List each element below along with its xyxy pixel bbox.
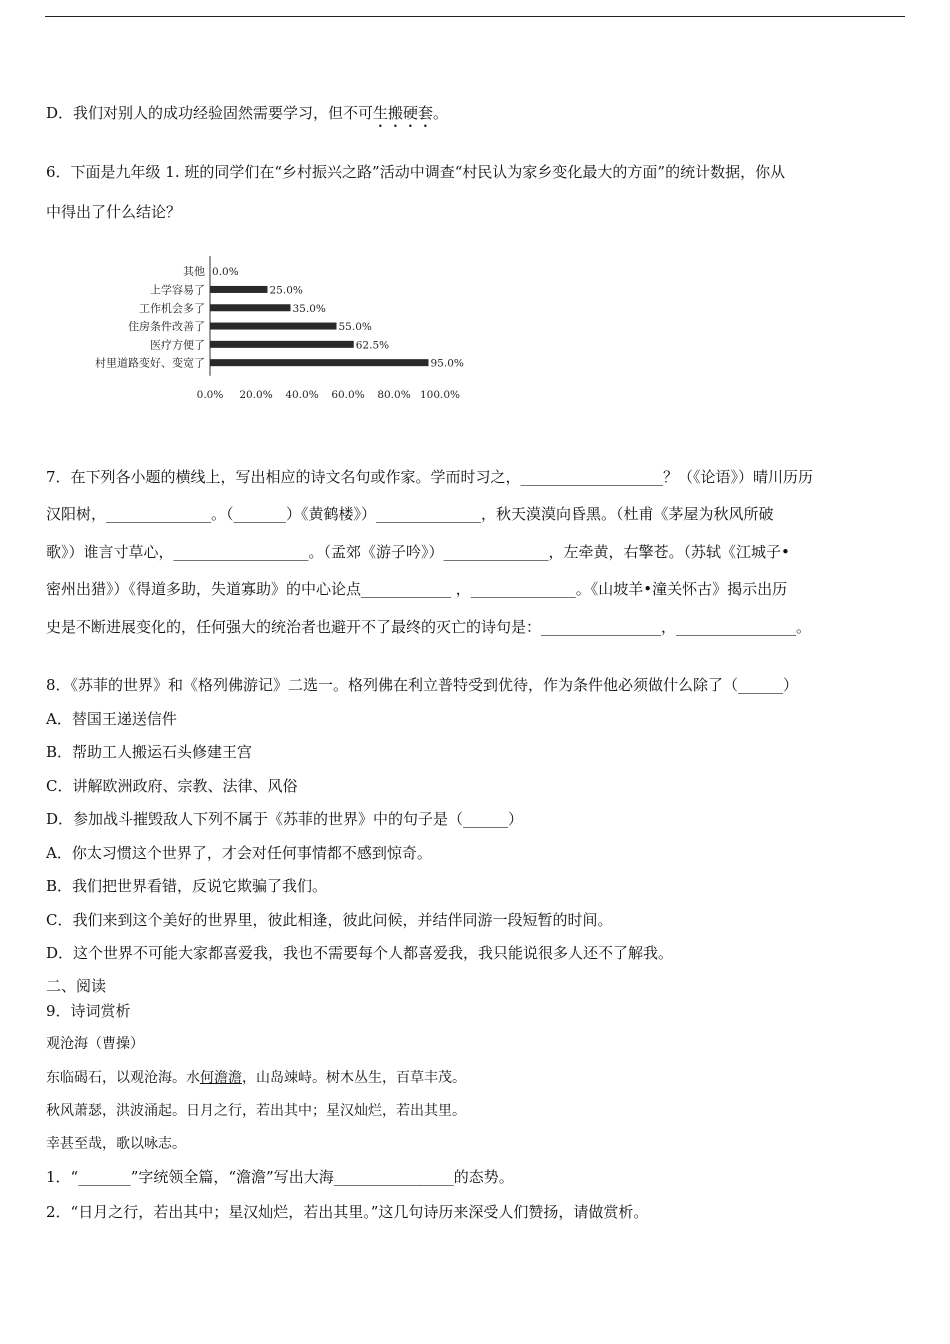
x-tick-label: 60.0% <box>331 388 365 401</box>
q7-line3: 歌》）谁言寸草心，__________________。（孟郊《游子吟》）______________，左牵黄，右擎苍。（苏轼《江城子• <box>46 543 790 561</box>
option-d-line <box>46 103 448 131</box>
poem-line3: 幸甚至哉，歌以咏志。 <box>46 1136 186 1152</box>
q8-option-c: C．讲解欧洲政府、宗教、法律、风俗 <box>46 777 298 795</box>
category-label: 其他 <box>183 265 205 279</box>
q8b-option-a: A．你太习惯这个世界了，才会对任何事情都不感到惊奇。 <box>46 844 432 862</box>
q6-line2: 中得出了什么结论？ <box>46 203 182 221</box>
q7-line4: 密州出猎》）《得道多助，失道寡助》的中心论点____________ ，______________。《山坡羊•潼关怀古》揭示出历 <box>46 580 788 598</box>
poem-line1-end: ，山岛竦峙。树木丛生，百草丰茂。 <box>242 1070 466 1086</box>
q9-sub2: 2．“日月之行，若出其中；星汉灿烂，若出其里。”这几句诗历来深受人们赞扬，请做赏析。 <box>46 1203 649 1221</box>
data-label: 25.0% <box>269 284 303 297</box>
bar <box>210 286 268 293</box>
q7-line1: 7．在下列各小题的横线上，写出相应的诗文名句或作家。学而时习之，___________________？（《论语》）晴川历历 <box>46 468 814 486</box>
x-tick-label: 20.0% <box>239 388 273 401</box>
poem-line1 <box>46 1068 466 1088</box>
bar <box>210 323 337 330</box>
category-label: 工作机会多了 <box>139 301 205 315</box>
data-label: 95.0% <box>430 357 464 370</box>
q9-title: 9．诗词赏析 <box>46 1002 131 1020</box>
option-d-suffix: 。 <box>433 104 449 122</box>
option-d-emphasis: 生搬硬套 <box>373 104 434 122</box>
q8b-option-b: B．我们把世界看错，反说它欺骗了我们。 <box>46 877 328 895</box>
x-tick-label: 80.0% <box>377 388 411 401</box>
poem-line1-start: 东临碣石，以观沧海。水 <box>46 1070 200 1086</box>
q9-sub1: 1．“_______”字统领全篇，“澹澹”写出大海________________的态势。 <box>46 1168 514 1186</box>
poem-line1-underlined: 何澹澹 <box>200 1070 242 1086</box>
data-label: 62.5% <box>355 339 390 352</box>
q8-stem: 8．《苏菲的世界》和《格列佛游记》二选一。格列佛在利立普特受到优待，作为条件他必须做什么除了（______） <box>46 676 799 694</box>
category-label: 村里道路变好、变宽了 <box>95 356 205 370</box>
q8b-option-c: C．我们来到这个美好的世界里，彼此相逢，彼此问候，并结伴同游一段短暂的时间。 <box>46 911 613 929</box>
category-label: 上学容易了 <box>150 283 205 297</box>
q8-option-a: A．替国王递送信件 <box>46 710 177 728</box>
bar-chart <box>60 252 480 402</box>
bar <box>210 341 354 348</box>
x-tick-label: 100.0% <box>419 388 461 401</box>
option-d-prefix: D．我们对别人的成功经验固然需要学习，但不可 <box>46 104 374 122</box>
header-rule <box>45 16 905 17</box>
q8b-option-d: D．这个世界不可能大家都喜爱我，我也不需要每个人都喜爱我，我只能说很多人还不了解我。 <box>46 944 674 962</box>
category-label: 住房条件改善了 <box>128 320 205 334</box>
q8-option-b: B．帮助工人搬运石头修建王宫 <box>46 743 253 761</box>
bar <box>210 359 429 366</box>
data-label: 55.0% <box>338 321 372 334</box>
data-label: 35.0% <box>292 302 326 315</box>
x-tick-label: 40.0% <box>285 388 319 401</box>
poem-title: 观沧海（曹操） <box>46 1036 144 1052</box>
bar <box>210 304 291 311</box>
q7-line5: 史是不断进展变化的，任何强大的统治者也避开不了最终的灭亡的诗句是：________________，________________。 <box>46 618 812 636</box>
data-label: 0.0% <box>212 266 239 279</box>
category-label: 医疗方便了 <box>150 338 205 352</box>
q7-line2: 汉阳树，______________。（_______）《黄鹤楼》）______________，秋天漠漠向昏黑。（杜甫《茅屋为秋风所破 <box>46 505 774 523</box>
q6-line1: 6．下面是九年级 1. 班的同学们在“乡村振兴之路”活动中调查“村民认为家乡变化最大的方面”的统计数据，你从 <box>46 163 786 181</box>
q8-option-d: D．参加战斗摧毁敌人下列不属于《苏菲的世界》中的句子是（______） <box>46 810 524 828</box>
section-heading: 二、阅读 <box>46 977 107 995</box>
poem-line2: 秋风萧瑟，洪波涌起。日月之行，若出其中；星汉灿烂，若出其里。 <box>46 1103 466 1119</box>
x-tick-label: 0.0% <box>196 388 224 401</box>
